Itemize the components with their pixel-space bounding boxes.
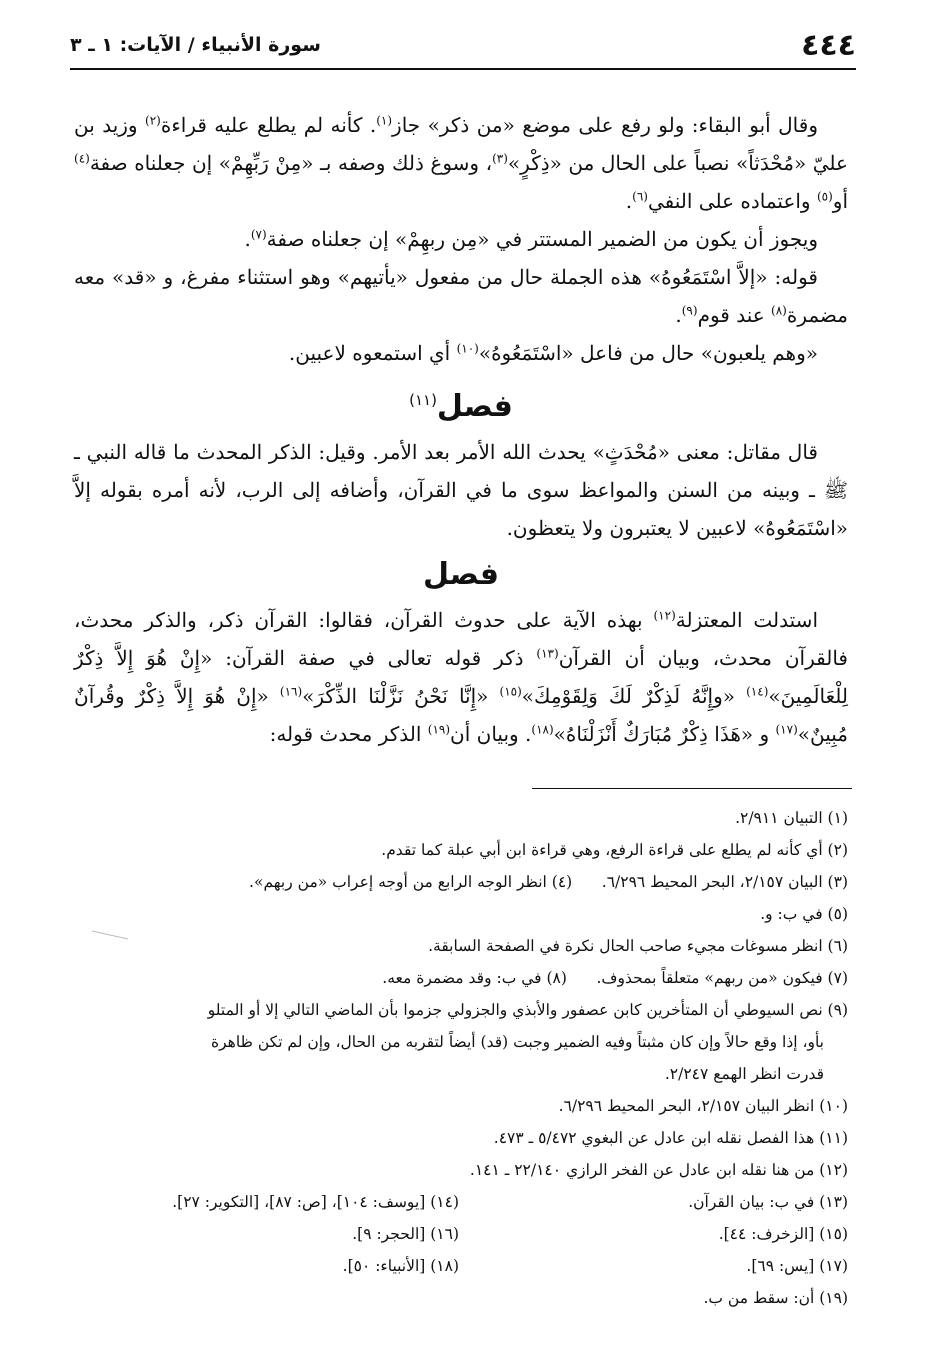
- footnotes: [70, 802, 848, 1314]
- footnote-5: (٥) في ب: و.: [760, 905, 848, 923]
- footnote-8: (٨) في ب: وقد مضمرة معه.: [382, 969, 567, 987]
- page-header: [70, 22, 856, 72]
- footnote-row: [70, 1250, 848, 1282]
- footnote-ref: (١٨): [531, 722, 554, 737]
- footnote-ref: (١): [376, 113, 393, 128]
- footnote-6: (٦) انظر مسوغات مجيء صاحب الحال نكرة في الصفحة السابقة.: [428, 937, 848, 955]
- footnote-7-8: [70, 962, 848, 994]
- section-heading: فصل$^{(١١)}$: [409, 389, 513, 424]
- footnote-18: (١٨) [الأنبياء: ٥٠].: [342, 1257, 459, 1275]
- paragraph-3: قوله: «إلاَّ اسْتَمَعُوهُ» هذه الجملة حال من مفعول «يأتيهم» وهو استثناء مفرغ، و «قد» معه مضمرة$^{(٨)}$ عند قوم$^{(٩)}$.: [74, 265, 848, 327]
- footnote-row: [70, 1218, 848, 1250]
- header-rule: [70, 68, 856, 70]
- footnote-10: (١٠) انظر البيان ٢/١٥٧، البحر المحيط ٦/٢٩٦.: [558, 1097, 848, 1115]
- paragraph-1: وقال أبو البقاء: ولو رفع على موضع «من ذكر» جاز$^{(١)}$. كأنه لم يطلع عليه قراءة$^{(٢)}$ وزيد بن عليّ «مُحْدَثاً» نصباً على الحال من «ذِكْرٍ»$^{(٣)}$، وسوغ ذلك وصفه بـ «مِنْ رَبِّهِمْ» إن جعلناه صفة$^{(٤)}$ أو$^{(٥)}$ واعتماده على النفي$^{(٦)}$.: [74, 113, 848, 213]
- footnote-3-4: [70, 866, 848, 898]
- footnote-ref: (٣): [492, 151, 508, 166]
- footnote-separator: [532, 788, 852, 789]
- footnote-12: (١٢) من هنا نقله ابن عادل عن الفخر الرازي ٢٢/١٤٠ ـ ١٤١.: [469, 1161, 848, 1179]
- footnote-ref: (٩): [681, 303, 698, 318]
- running-title: سورة الأنبياء / الآيات: ١ ـ ٣: [70, 34, 321, 56]
- footnote-1: (١) التبيان ٢/٩١١.: [735, 809, 848, 827]
- main-text: [74, 106, 848, 753]
- footnote-13: (١٣) في ب: بيان القرآن.: [688, 1193, 848, 1211]
- page-number: ٤٤٤: [801, 28, 856, 63]
- section-heading: فصل: [423, 557, 499, 592]
- footnote-4: (٤) انظر الوجه الرابع من أوجه إعراب «من ربهم».: [249, 873, 573, 891]
- footnote-17: (١٧) [يس: ٦٩].: [746, 1257, 848, 1275]
- footnote-ref: (١٦): [279, 684, 303, 699]
- footnote-ref: (١٩): [427, 722, 451, 737]
- footnote-ref: (١٥): [499, 684, 522, 699]
- footnote-16: (١٦) [الحجر: ٩].: [352, 1225, 459, 1243]
- footnote-ref: (١٣): [536, 646, 559, 661]
- footnote-9-continued: قدرت انظر الهمع ٢/٢٤٧.: [664, 1065, 824, 1083]
- footnote-ref: (١٢): [653, 608, 676, 623]
- footnote-9: (٩) نص السيوطي أن المتأخرين كابن عصفور والأبذي والجزولي جزموا بأن الماضي التالي إلا أو المتلو: [207, 1001, 848, 1019]
- footnote-7: (٧) فيكون «من ربهم» متعلقاً بمحذوف.: [596, 969, 848, 987]
- footnote-ref: (٤): [74, 151, 90, 166]
- paragraph-6: استدلت المعتزلة$^{(١٢)}$ بهذه الآية على حدوث القرآن، فقالوا: القرآن ذكر، والذكر محدث، فالقرآن محدث، وبيان أن القرآن$^{(١٣)}$ ذكر قوله تعالى في صفة القرآن: «إِنْ هُوَ إِلاَّ ذِكْرٌ لِلْعَالَمِينَ»$^{(١٤)}$ «وإِنَّهُ لَذِكْرٌ لَكَ وَلِقَوْمِكَ»$^{(١٥)}$ «إِنَّا نَحْنُ نَزَّلْنَا الذِّكْرَ»$^{(١٦)}$ «إِنْ هُوَ إِلاَّ ذِكْرٌ وقُرآنٌ مُبِينٌ»$^{(١٧)}$ و «هَذَا ذِكْرٌ مُبَارَكٌ أَنْزَلْنَاهُ»$^{(١٨)}$. وبيان أن$^{(١٩)}$ الذكر محدث قوله:: [74, 608, 848, 746]
- footnote-9-continued: بأو، إذا وقع حالاً وإن كان مثبتاً وفيه الضمير وجبت (قد) أيضاً لتقربه من الحال، وإن لم تكن ظاهرة: [211, 1033, 824, 1051]
- footnote-ref: (٦): [632, 189, 648, 204]
- footnote-row: [70, 1186, 848, 1218]
- footnote-ref: (١١): [409, 391, 437, 409]
- paragraph-2: ويجوز أن يكون من الضمير المستتر في «مِن ربهِمْ» إن جعلناه صفة$^{(٧)}$.: [244, 227, 818, 251]
- footnote-ref: (٨): [771, 303, 787, 318]
- footnote-2: (٢) أي كأنه لم يطلع على قراءة الرفع، وهي قراءة ابن أبي عبلة كما تقدم.: [381, 841, 848, 859]
- paragraph-5: قال مقاتل: معنى «مُحْدَثٍ» يحدث الله الأمر بعد الأمر. وقيل: الذكر المحدث ما قاله النبي ـ ﷺ ـ وبينه من السنن والمواعظ سوى ما في القرآن، وأضافه إلى الرب، لأنه أمره بقوله إلاَّ «اسْتَمَعُوهُ» لاعبين لا يعتبرون ولا يتعظون.: [74, 440, 848, 540]
- footnote-19: (١٩) أن: سقط من ب.: [703, 1289, 848, 1307]
- footnote-3: (٣) البيان ٢/١٥٧، البحر المحيط ٦/٢٩٦.: [601, 873, 848, 891]
- footnote-ref: (١٧): [775, 722, 798, 737]
- footnote-ref: (٥): [816, 189, 833, 204]
- footnote-15: (١٥) [الزخرف: ٤٤].: [718, 1225, 848, 1243]
- footnote-14: (١٤) [يوسف: ١٠٤]، [ص: ٨٧]، [التكوير: ٢٧].: [172, 1193, 459, 1211]
- footnote-ref: (١٠): [456, 341, 479, 356]
- footnote-11: (١١) هذا الفصل نقله ابن عادل عن البغوي ٥/٤٧٢ ـ ٤٧٣.: [493, 1129, 848, 1147]
- paragraph-4: «وهم يلعبون» حال من فاعل «اسْتَمَعُوهُ»$^{(١٠)}$ أي استمعوه لاعبين.: [288, 341, 818, 365]
- footnote-ref: (٧): [250, 227, 267, 242]
- footnote-ref: (٢): [145, 113, 161, 128]
- footnote-ref: (١٤): [746, 684, 769, 699]
